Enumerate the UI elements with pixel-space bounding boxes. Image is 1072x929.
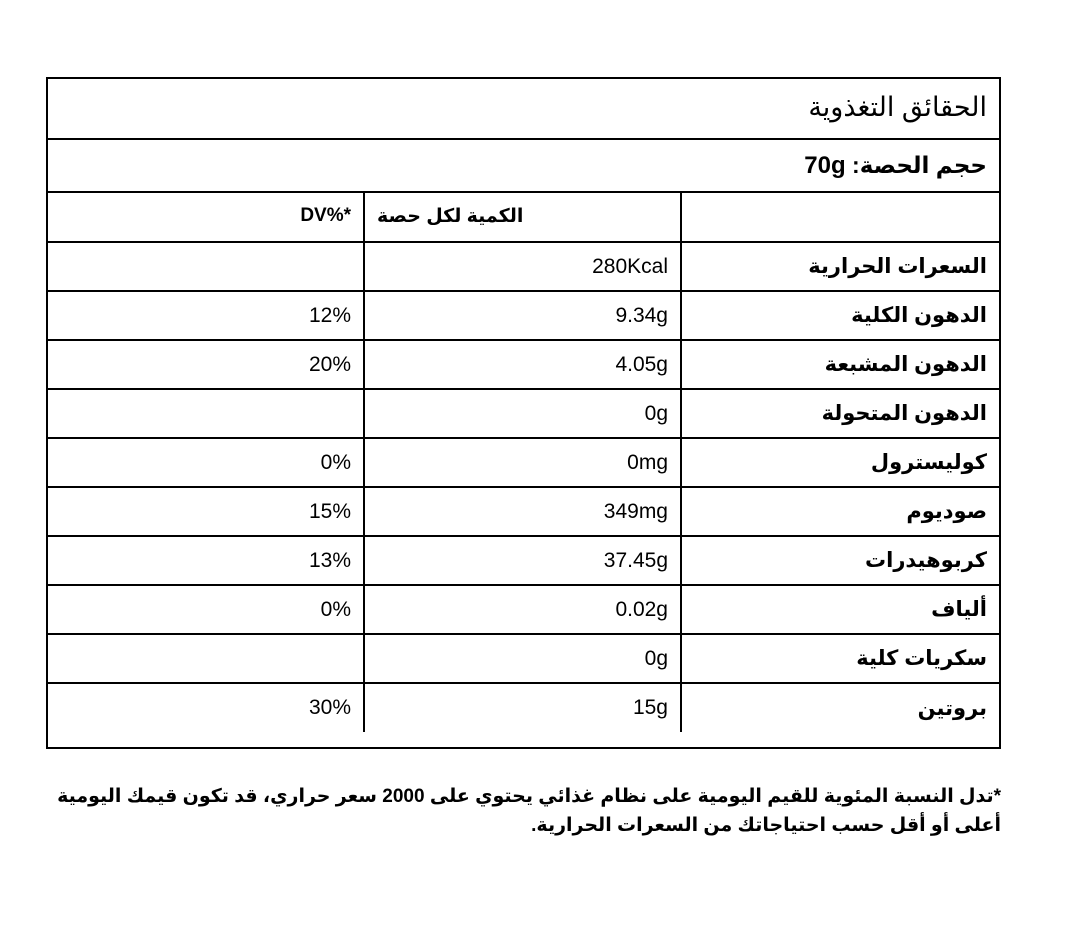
table-row xyxy=(48,291,999,340)
nutrient-name: كربوهيدرات xyxy=(681,536,999,585)
nutrient-amount: 0g xyxy=(364,389,681,438)
nutrient-amount: 0.02g xyxy=(364,585,681,634)
nutrient-name: الدهون الكلية xyxy=(681,291,999,340)
nutrient-dv: 20% xyxy=(48,340,364,389)
table-row xyxy=(48,585,999,634)
nutrient-name: ألياف xyxy=(681,585,999,634)
nutrient-dv xyxy=(48,389,364,438)
nutrient-amount: 0mg xyxy=(364,438,681,487)
nutrient-name: كوليسترول xyxy=(681,438,999,487)
table-row xyxy=(48,487,999,536)
nutrient-dv: 30% xyxy=(48,683,364,732)
nutrition-table xyxy=(48,193,999,732)
table-row xyxy=(48,536,999,585)
nutrient-name: السعرات الحرارية xyxy=(681,242,999,291)
nutrient-amount: 37.45g xyxy=(364,536,681,585)
nutrient-amount: 4.05g xyxy=(364,340,681,389)
nutrient-dv: 12% xyxy=(48,291,364,340)
nutrient-dv: 0% xyxy=(48,438,364,487)
column-header-amount: الكمية لكل حصة xyxy=(364,193,681,242)
nutrient-amount: 280Kcal xyxy=(364,242,681,291)
nutrient-name: الدهون المتحولة xyxy=(681,389,999,438)
nutrition-facts-label xyxy=(46,77,1001,749)
nutrient-name: الدهون المشبعة xyxy=(681,340,999,389)
table-row xyxy=(48,683,999,732)
nutrient-dv: 0% xyxy=(48,585,364,634)
table-header-row xyxy=(48,193,999,242)
table-row xyxy=(48,438,999,487)
nutrient-dv: 15% xyxy=(48,487,364,536)
table-row xyxy=(48,340,999,389)
table-row xyxy=(48,634,999,683)
nutrient-dv: 13% xyxy=(48,536,364,585)
nutrient-dv xyxy=(48,242,364,291)
nutrient-amount: 349mg xyxy=(364,487,681,536)
nutrient-amount: 0g xyxy=(364,634,681,683)
daily-value-footnote: *تدل النسبة المئوية للقيم اليومية على نظام غذائي يحتوي على 2000 سعر حراري، قد تكون قيمك اليومية أعلى أو أقل حسب احتياجاتك من السعرات الحرارية. xyxy=(57,786,1001,836)
table-row xyxy=(48,389,999,438)
serving-size-value: 70g xyxy=(804,152,846,179)
nutrient-name: بروتين xyxy=(917,696,987,720)
nutrient-name: صوديوم xyxy=(681,487,999,536)
nutrient-dv xyxy=(48,634,364,683)
label-title: الحقائق التغذوية xyxy=(808,92,987,122)
serving-size-label: حجم الحصة: xyxy=(852,152,987,178)
serving-size-row xyxy=(48,140,999,193)
nutrient-amount: 9.34g xyxy=(364,291,681,340)
serving-size xyxy=(804,152,987,180)
nutrient-name: سكريات كلية xyxy=(681,634,999,683)
nutrient-amount: 15g xyxy=(364,683,681,732)
column-header-name xyxy=(681,193,999,242)
title-row xyxy=(48,79,999,140)
column-header-dv: DV%* xyxy=(48,193,364,242)
table-row xyxy=(48,242,999,291)
